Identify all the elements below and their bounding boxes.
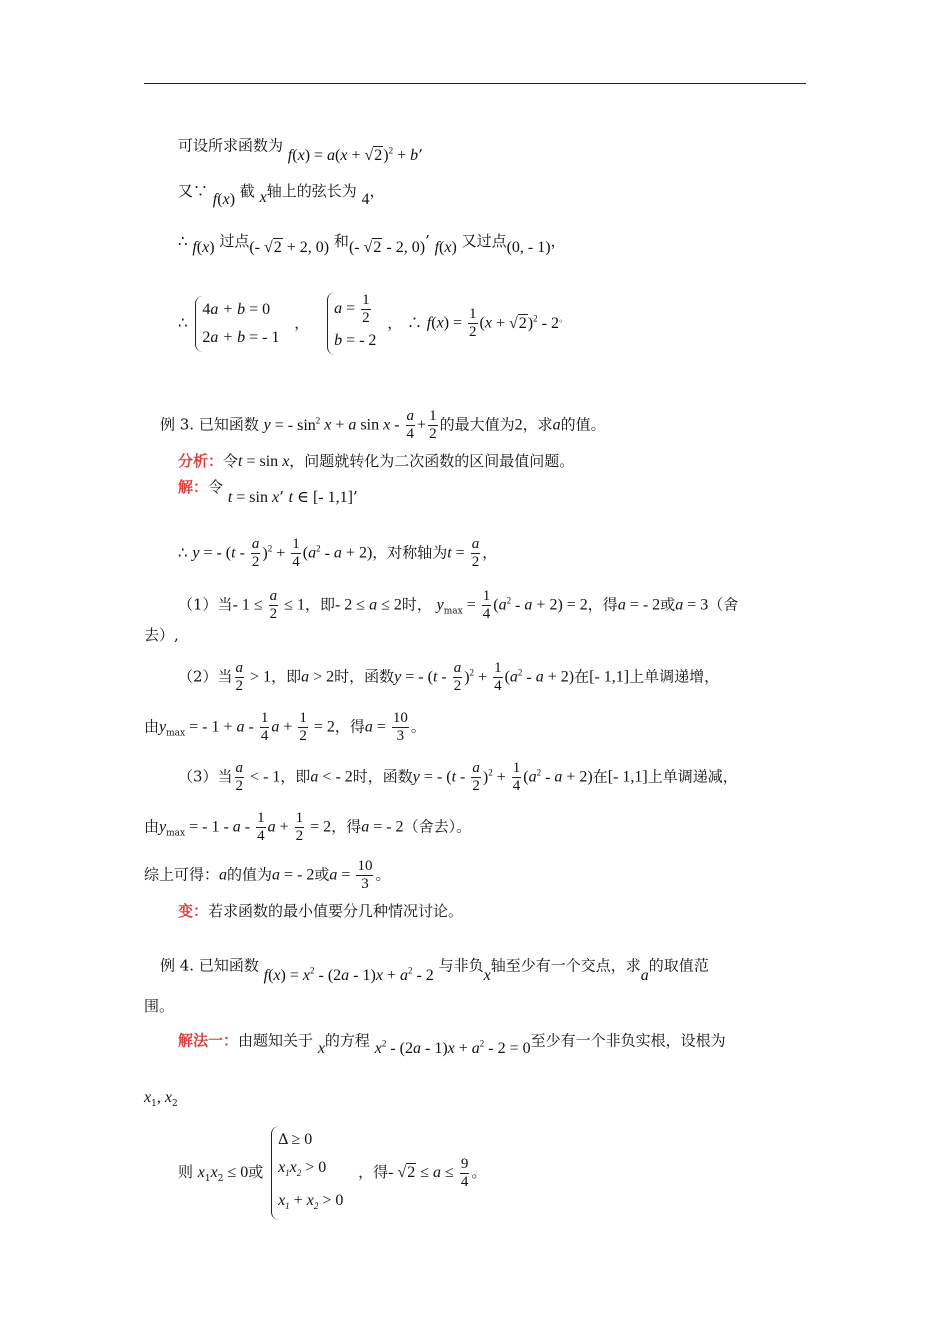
method-1-line: 解法一：由题知关于 x的方程 $x^2 - (2a - 1)x + a^2 - 2 = 0$至少有一个非负实根，设根为 <box>178 1031 726 1058</box>
analysis-line: 分析：令t = sin x，问题就转化为二次函数的区间最值问题。 <box>178 452 575 470</box>
line-3: ∴ f(x) 过点(- √2 + 2, 0) 和(- √2 - 2, 0)’ f(x) 又过点(0, - 1)， <box>178 232 566 256</box>
case-3-result: 由$y_{max}$ = - 1 - a - $\frac{1}{4}$ a + $\frac{1}{2}$ = 2，得a = - 2（舍去）。 <box>144 810 472 844</box>
line-4-system: ∴ 4a + b = 0 2a + b = - 1 ， a = $\frac{1}{2}$ b = - 2 ， ∴ f(x) = $\frac{1}{2}$ $(x + √2)^2 - 2^。$ <box>178 292 568 355</box>
case-1-wrap: 去）, <box>144 626 179 644</box>
condition-line: 则 $x_1x_2 \le 0$或 Δ ≥ 0 $x_1x_2 > 0$ $x_1 + x_2 > 0$ ，得- √2 ≤ a ≤ $\frac{9}{4}$ 。 <box>178 1126 486 1220</box>
condition-system: Δ ≥ 0 $x_1x_2 > 0$ $x_1 + x_2 > 0$ <box>271 1126 343 1220</box>
header-rule <box>144 83 806 84</box>
formula-fx: f <box>287 147 293 165</box>
case-2-result: 由$y_{max}$ = - 1 + a - $\frac{1}{4}$ a + $\frac{1}{2}$ = 2，得a = $\frac{10}{3}$ 。 <box>144 710 426 744</box>
equation-system: 4a + b = 0 2a + b = - 1 <box>195 296 279 352</box>
variant-line: 变：若求函数的最小值要分几种情况讨论。 <box>178 902 464 920</box>
line-2: 又∵ f(x) 截 x轴上的弦长为 4， <box>178 182 385 208</box>
summary-line: 综上可得：a的值为a = - 2或a = $\frac{10}{3}$ 。 <box>144 858 391 892</box>
case-2-line: （2）当 $\frac{a}{2}$ > 1，即a > 2时，函数y = - (t - $\frac{a}{2}$ )$^2$ + $\frac{1}{4}$ $(a^2 - a + 2)$在[- 1,1]上单调递增， <box>178 660 720 694</box>
example-4-wrap: 围。 <box>144 997 175 1015</box>
case-3-line: （3）当 $\frac{a}{2}$ < - 1，即a < - 2时，函数y = - (t - $\frac{a}{2}$ )$^2$ + $\frac{1}{4}$ $(a^2 - a + 2)$在[- 1,1]上单调递减， <box>178 760 738 794</box>
solution-line: 解：令 t = sin x’ t ∈ [- 1,1]’ <box>178 478 358 506</box>
line-1: 可设所求函数为 $f(x) = a(x + √2)^2 + b$’ <box>178 136 423 165</box>
roots-line: $x_1$, $x_2$ <box>144 1089 178 1109</box>
example-4-title: 例 4. 已知函数 $f(x) = x^2 - (2a - 1)x + a^2 - 2$ 与非负x轴至少有一个交点，求a的取值范 <box>160 956 709 985</box>
y-expression-line: ∴ y = - (t - $\frac{a}{2}$ )$^2$ + $\frac{1}{4}$ $(a^2 - a + 2)$，对称轴为t = $\frac{a}{2}$ ， <box>178 536 498 570</box>
solution-system: a = $\frac{1}{2}$ b = - 2 <box>327 292 376 355</box>
case-1-line: （1）当- 1 ≤ $\frac{a}{2}$ ≤ 1，即- 2 ≤ a ≤ 2时， $y_{max}$ = $\frac{1}{4}$ $(a^2 - a + 2) = 2$，得a = - 2或a = 3（舍 <box>178 588 739 622</box>
example-3-title: 例 3. 已知函数 y = - $\sin^2 x + a$ sin x - $\frac{a}{4}$ + $\frac{1}{2}$ 的最大值为2，求a的值。 <box>160 408 606 442</box>
